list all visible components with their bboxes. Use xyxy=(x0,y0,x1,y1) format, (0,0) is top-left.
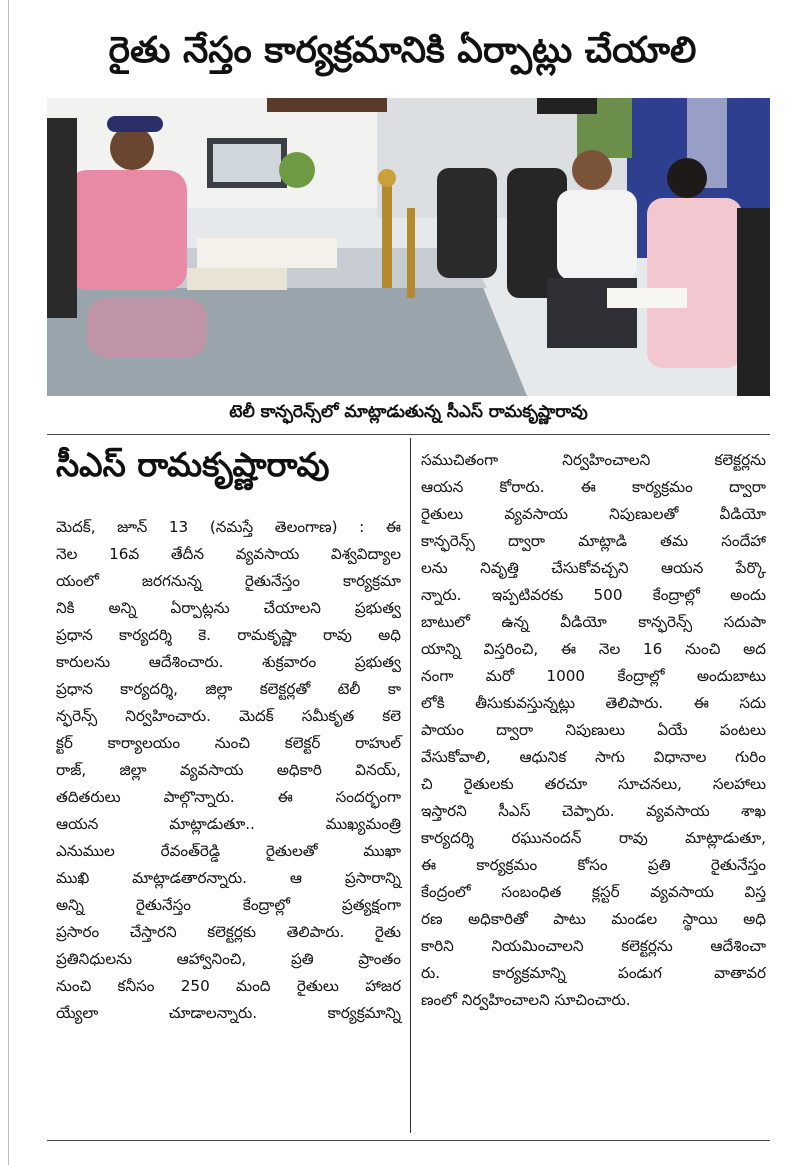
body-line: తదితరులు పాల్గొన్నారు. ఈ సందర్భంగా xyxy=(56,788,401,806)
body-line: రు. కార్యక్రమాన్ని పండుగ వాతావర xyxy=(421,964,766,982)
body-line: ముఖి మాట్లాడతారన్నారు. ఆ ప్రసారాన్ని xyxy=(56,869,401,887)
body-line: రైతులు వ్యవసాయ నిపుణులతో వీడియో xyxy=(421,505,766,523)
body-line: న్నారు. ఇప్పటివరకు 500 కేంద్రాల్లో అందు xyxy=(421,586,766,604)
article-bottom-rule xyxy=(47,1140,770,1141)
body-line: బాటులో ఉన్న వీడియో కాన్ఫరెన్స్ సదుపా xyxy=(421,613,766,631)
body-line: యాన్ని విస్తరించి, ఈ నెల 16 నుంచి అద xyxy=(421,640,766,658)
body-line: నంగా మరో 1000 కేంద్రాల్లో అందుబాటు xyxy=(421,667,766,685)
body-line: నెల 16వ తేదీన వ్యవసాయ విశ్వవిద్యాల xyxy=(56,545,401,563)
body-line: కాన్ఫరెన్స్ ద్వారా మాట్లాడి తమ సందేహా xyxy=(421,532,766,550)
body-line: య్యేలా చూడాలన్నారు. కార్యక్రమాన్ని xyxy=(56,1004,401,1022)
body-line: వేసుకోవాలి, ఆధునిక సాగు విధానాల గురిం xyxy=(421,748,766,766)
body-line: ప్రతినిధులను ఆహ్వానించి, ప్రతి ప్రాంతం xyxy=(56,950,401,968)
body-line: చి రైతులకు తరచూ సూచనలు, సలహాలు xyxy=(421,775,766,793)
body-line: సముచితంగా నిర్వహించాలని కలెక్టర్లను xyxy=(421,451,766,469)
body-line: కారులను ఆదేశించారు. శుక్రవారం ప్రభుత్వ xyxy=(56,653,401,671)
body-line: ఆయన మాట్లాడుతూ.. ముఖ్యమంత్రి xyxy=(56,815,401,833)
article-body-left-column xyxy=(56,514,401,1027)
body-line: క్టర్ కార్యాలయం నుంచి కలెక్టర్ రాహుల్ xyxy=(56,734,401,752)
photo-caption: టెలీ కాన్ఫరెన్స్‌లో మాట్లాడుతున్న సీఎస్ రామకృష్ణారావు xyxy=(229,402,588,422)
column-divider xyxy=(410,438,411,1133)
body-line: ఇస్తారని సీఎస్ చెప్పారు. వ్యవసాయ శాఖ xyxy=(421,802,766,820)
body-line: ణంలో నిర్వహించాలని సూచించారు. xyxy=(421,991,631,1009)
body-line: రణ అధికారితో పాటు మండల స్థాయి అధి xyxy=(421,910,766,928)
article-headline: రైతు నేస్తం కార్యక్రమానికి ఏర్పాట్లు చేయాలి xyxy=(108,30,697,71)
page-margin-rule xyxy=(8,0,9,1165)
body-line: ఈ కార్యక్రమం కోసం ప్రతి రైతునేస్తం xyxy=(421,856,766,874)
body-line: కారిని నియమించాలని కలెక్టర్లను ఆదేశించా xyxy=(421,937,766,955)
body-line: ఎనుముల రేవంత్‌రెడ్డి రైతులతో ముఖా xyxy=(56,842,401,860)
body-line: నికి అన్ని ఏర్పాట్లను చేయాలని ప్రభుత్వ xyxy=(56,599,401,617)
body-line: ప్రధాన కార్యదర్శి కె. రామకృష్ణా రావు అధి xyxy=(56,626,401,644)
article-subhead: సీఎస్ రామకృష్ణారావు xyxy=(56,445,330,484)
body-line: లోకి తీసుకువస్తున్నట్లు తెలిపారు. ఈ సదు xyxy=(421,694,766,712)
body-line: కార్యదర్శి రఘునందన్ రావు మాట్లాడుతూ, xyxy=(421,829,766,847)
body-line: నుంచి కనీసం 250 మంది రైతులు హాజర xyxy=(56,977,401,995)
body-line: రాజ్, జిల్లా వ్యవసాయ అధికారి వినయ్, xyxy=(56,761,401,779)
body-line: పాయం ద్వారా నిపుణులు ఏయే పంటలు xyxy=(421,721,766,739)
body-line: మెదక్, జూన్ 13 (నమస్తే తెలంగాణ) : ఈ xyxy=(56,518,401,536)
body-line: ఆయన కోరారు. ఈ కార్యక్రమం ద్వారా xyxy=(421,478,766,496)
body-line: కేంద్రంలో సంబంధిత క్లస్టర్ వ్యవసాయ విస్త xyxy=(421,883,766,901)
article-body-right-column xyxy=(421,447,766,1014)
caption-divider xyxy=(47,434,770,435)
body-line: ప్రసారం చేస్తారని కలెక్టర్లకు తెలిపారు. రైతు xyxy=(56,923,401,941)
body-line: యంలో జరగనున్న రైతునేస్తం కార్యక్రమా xyxy=(56,572,401,590)
news-photo xyxy=(47,98,770,396)
body-line: ప్రధాన కార్యదర్శి, జిల్లా కలెక్టర్లతో టెలీ కా xyxy=(56,680,401,698)
body-line: లను నివృత్తి చేసుకోవచ్చని ఆయన పేర్కొ xyxy=(421,559,766,577)
body-line: అన్ని రైతునేస్తం కేంద్రాల్లో ప్రత్యక్షంగా xyxy=(56,896,401,914)
body-line: న్ఫరెన్స్ నిర్వహించారు. మెదక్ సమీకృత కలె xyxy=(56,707,401,725)
